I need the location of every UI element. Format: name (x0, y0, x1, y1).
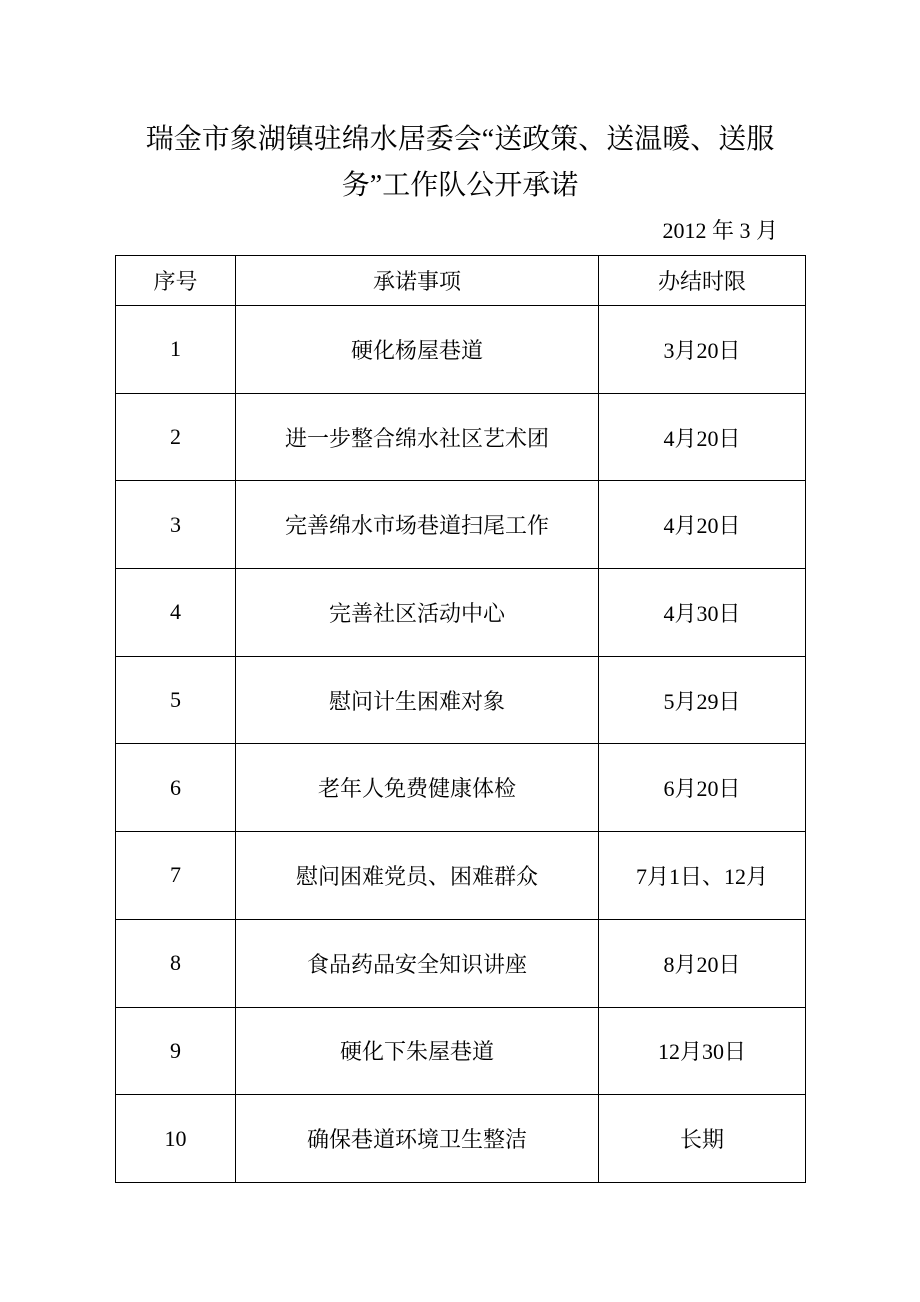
header-row (116, 256, 806, 306)
header-deadline: 办结时限 (599, 256, 806, 306)
cell-number: 1 (116, 306, 236, 394)
cell-deadline: 8月20日 (599, 919, 806, 1007)
cell-commitment-item: 进一步整合绵水社区艺术团 (236, 393, 599, 481)
cell-deadline: 4月30日 (599, 569, 806, 657)
cell-commitment-item: 确保巷道环境卫生整洁 (236, 1095, 599, 1183)
cell-number: 5 (116, 656, 236, 744)
cell-deadline: 12月30日 (599, 1007, 806, 1095)
cell-deadline: 6月20日 (599, 744, 806, 832)
table-row (116, 656, 806, 744)
cell-commitment-item: 完善绵水市场巷道扫尾工作 (236, 481, 599, 569)
cell-number: 4 (116, 569, 236, 657)
cell-number: 8 (116, 919, 236, 1007)
table-row (116, 1095, 806, 1183)
table-row (116, 744, 806, 832)
cell-deadline: 长期 (599, 1095, 806, 1183)
document-date: 2012 年 3 月 (662, 218, 778, 243)
cell-commitment-item: 慰问困难党员、困难群众 (236, 832, 599, 920)
cell-number: 2 (116, 393, 236, 481)
document-title-line-2: 务”工作队公开承诺 (341, 170, 579, 201)
cell-number: 6 (116, 744, 236, 832)
table-row (116, 306, 806, 394)
table-row (116, 481, 806, 569)
commitment-table-header (116, 256, 806, 306)
table-row (116, 569, 806, 657)
cell-commitment-item: 完善社区活动中心 (236, 569, 599, 657)
cell-deadline: 5月29日 (599, 656, 806, 744)
header-item: 承诺事项 (236, 256, 599, 306)
cell-commitment-item: 老年人免费健康体检 (236, 744, 599, 832)
cell-number: 9 (116, 1007, 236, 1095)
document-title-line-1: 瑞金市象湖镇驻绵水居委会“送政策、送温暖、送服 (145, 124, 775, 155)
cell-number: 7 (116, 832, 236, 920)
table-row (116, 393, 806, 481)
cell-deadline: 3月20日 (599, 306, 806, 394)
cell-number: 10 (116, 1095, 236, 1183)
table-row (116, 832, 806, 920)
table-row (116, 1007, 806, 1095)
cell-commitment-item: 硬化杨屋巷道 (236, 306, 599, 394)
commitment-table (115, 255, 806, 1183)
header-no: 序号 (116, 256, 236, 306)
cell-deadline: 4月20日 (599, 393, 806, 481)
cell-deadline: 7月1日、12月 (599, 832, 806, 920)
cell-commitment-item: 食品药品安全知识讲座 (236, 919, 599, 1007)
cell-commitment-item: 慰问计生困难对象 (236, 656, 599, 744)
table-row (116, 919, 806, 1007)
cell-deadline: 4月20日 (599, 481, 806, 569)
cell-number: 3 (116, 481, 236, 569)
commitment-table-body (116, 306, 806, 1183)
cell-commitment-item: 硬化下朱屋巷道 (236, 1007, 599, 1095)
